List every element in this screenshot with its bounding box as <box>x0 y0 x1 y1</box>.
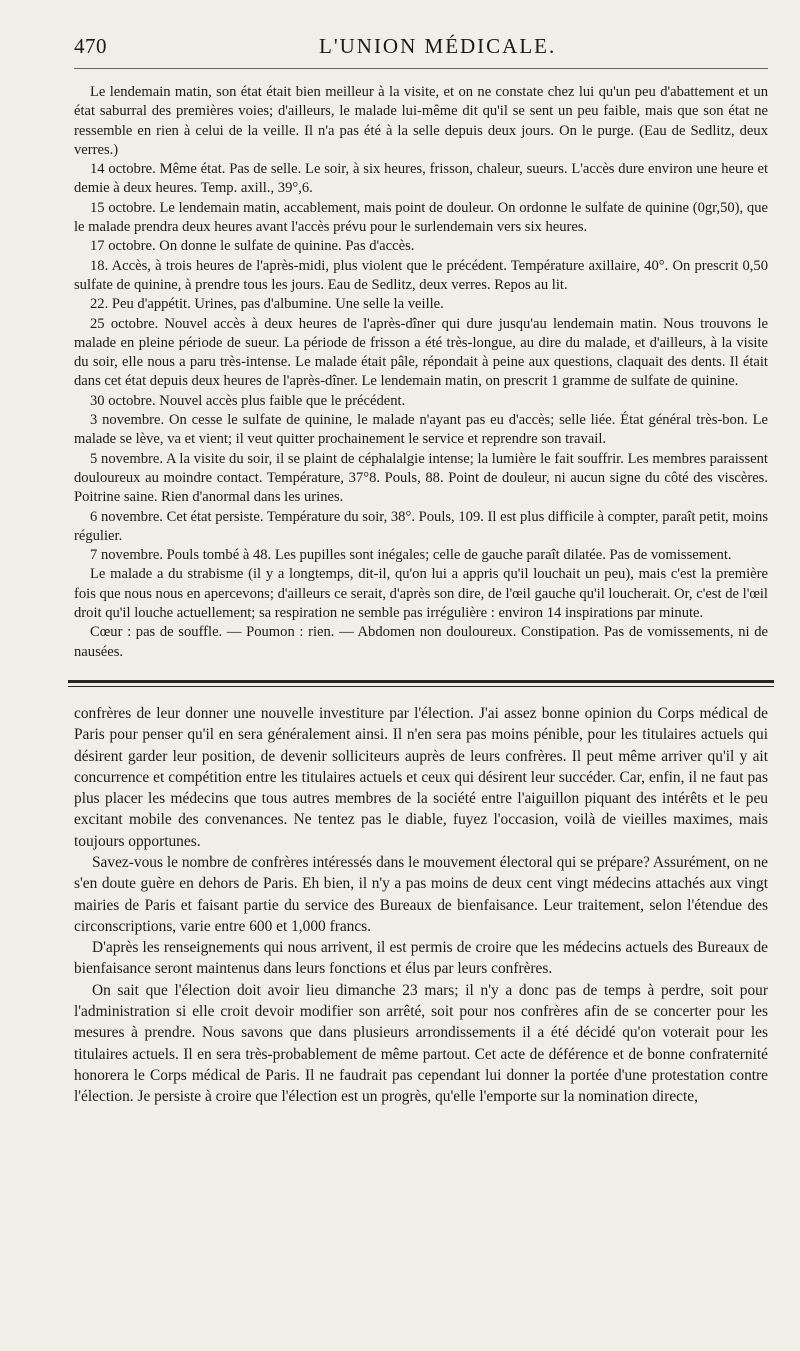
case-paragraph: Cœur : pas de souffle. — Poumon : rien. — Abdomen non douloureux. Constipation. Pas de vomissements, ni de nausées. <box>74 624 768 660</box>
case-paragraph: 7 novembre. Pouls tombé à 48. Les pupilles sont inégales; celle de gauche paraît dilatée. Pas de vomissement. <box>90 547 732 564</box>
feuilleton-paragraph: D'après les renseignements qui nous arrivent, il est permis de croire que les médecins actuels des Bureaux de bienfaisance seront maintenus dans leurs fonctions et élus par leurs confrères. <box>74 939 768 978</box>
case-paragraph: Le lendemain matin, son état était bien meilleur à la visite, et on ne constate chez lui qu'un peu d'abattement et un état saburral des premières voies; d'ailleurs, le malade lui-même dit qu'il se sent un peu faible, mais que son état ne ressemble en rien à celui de la veille. Il n'a pas été à la selle depuis deux jours. On le purge. (Eau de Sedlitz, deux verres.) <box>74 84 768 158</box>
journal-title: L'UNION MÉDICALE. <box>319 34 557 58</box>
page-number: 470 <box>74 34 107 58</box>
feuilleton-paragraph: On sait que l'élection doit avoir lieu dimanche 23 mars; il n'y a donc pas de temps à perdre, soit pour l'administration si elle croit devoir modifier son arrêté, soit pour nos confrères afin de se concerter pour les mesures à prendre. Nous savons que dans plusieurs arrondissements il a été décidé qu'on voterait pour les titulaires actuels. Il en sera très-probablement de même partout. Cet acte de déférence et de bonne confraternité honorera le Corps médical de Paris. Il ne faudrait pas cependant lui donner la portée d'une protestation contre l'élection. Je persiste à croire que l'élection est un progrès, qu'elle l'emporte sur la nomination directe, <box>74 981 768 1106</box>
case-paragraph: 15 octobre. Le lendemain matin, accablement, mais point de douleur. On ordonne le sulfate de quinine (0gr,50), que le malade prendra deux heures avant l'accès prévu pour le surlendemain vers six heures. <box>74 199 768 236</box>
case-paragraph: 6 novembre. Cet état persiste. Température du soir, 38°. Pouls, 109. Il est plus difficile à compter, paraît petit, moins régulier. <box>74 508 768 544</box>
case-paragraph: 25 octobre. Nouvel accès à deux heures de l'après-dîner qui dure jusqu'au lendemain matin. Nous trouvons le malade en pleine période de sueur. La période de frisson a été très-longue, au dire du malade, et d'ailleurs, à la visite du soir, elle nous a paru très-intense. Le malade était pâle, répondait à peine aux questions, claquait des dents. Il était dans cet état depuis deux heures de l'après-dîner. Le lendemain matin, on prescrit 1 gramme de sulfate de quinine. <box>74 315 768 390</box>
case-paragraph: 18. Accès, à trois heures de l'après-midi, plus violent que le précédent. Température axillaire, 40°. On prescrit 0,50 sulfate de quinine, à prendre tous les jours. Eau de Sedlitz, deux verres. Repos au lit. <box>74 257 768 293</box>
feuilleton-divider <box>68 680 774 687</box>
case-paragraph: 5 novembre. A la visite du soir, il se plaint de céphalalgie intense; la lumière le fait souffrir. Les membres paraissent douloureux au moindre contact. Température, 37°8. Pouls, 88. Point de douleur, ni aucun signe du côté des viscères. Poitrine saine. Rien d'anormal dans les urines. <box>74 450 768 506</box>
case-paragraph: 17 octobre. On donne le sulfate de quinine. Pas d'accès. <box>90 238 415 255</box>
case-paragraph: 22. Peu d'appétit. Urines, pas d'albumine. Une selle la veille. <box>90 296 444 313</box>
case-paragraph: 30 octobre. Nouvel accès plus faible que le précédent. <box>90 392 406 409</box>
case-paragraph: Le malade a du strabisme (il y a longtemps, dit-il, qu'on lui a appris qu'il louchait un peu), mais c'est la première fois que nous nous en apercevons; d'ailleurs ce serait, d'après son dire, de l'œil gauche qu'il loucherait. Or, c'est de l'œil droit qu'il louche actuellement; sa respiration ne semble pas irrégulière : environ 14 inspirations par minute. <box>74 566 768 622</box>
feuilleton-column <box>74 703 768 1108</box>
feuilleton-paragraph: Savez-vous le nombre de confrères intéressés dans le mouvement électoral qui se prépare? Assurément, on ne s'en doute guère en dehors de Paris. Eh bien, il n'y a pas moins de deux cent vingt médecins attachés aux vingt mairies de Paris et faisant partie du service des Bureaux de bienfaisance. Leur traitement, selon l'étendue des circonscriptions, varie entre 600 et 1,000 francs. <box>74 853 768 935</box>
feuilleton-paragraph: confrères de leur donner une nouvelle investiture par l'élection. J'ai assez bonne opinion du Corps médical de Paris pour penser qu'il en sera généralement ainsi. Il n'en sera pas moins pénible, pour les titulaires actuels qui désirent garder leur position, de devenir solliciteurs auprès de leurs confrères. Il peut même arriver qu'il y ait concurrence et compétition entre les titulaires actuels et ceux qui désirent leur succéder. Car, enfin, il ne faut pas plus placer les médecins que tous autres membres de la société entre l'aiguillon piquant des intérêts et le peu excitant mobile des convenances. Ne tentez pas le diable, fuyez l'occasion, voilà de vieilles maximes, mais toujours opportunes. <box>74 704 768 850</box>
case-report <box>74 83 768 662</box>
case-paragraph: 3 novembre. On cesse le sulfate de quinine, le malade n'ayant pas eu d'accès; selle liée. État général très-bon. Le malade se lève, va et vient; il veut quitter prochainement le service et reprendre son travail. <box>74 412 768 448</box>
running-header <box>74 34 768 69</box>
case-paragraph: 14 octobre. Même état. Pas de selle. Le soir, à six heures, frisson, chaleur, sueurs. L'accès dure environ une heure et demie à deux heures. Temp. axill., 39°,6. <box>74 161 768 197</box>
